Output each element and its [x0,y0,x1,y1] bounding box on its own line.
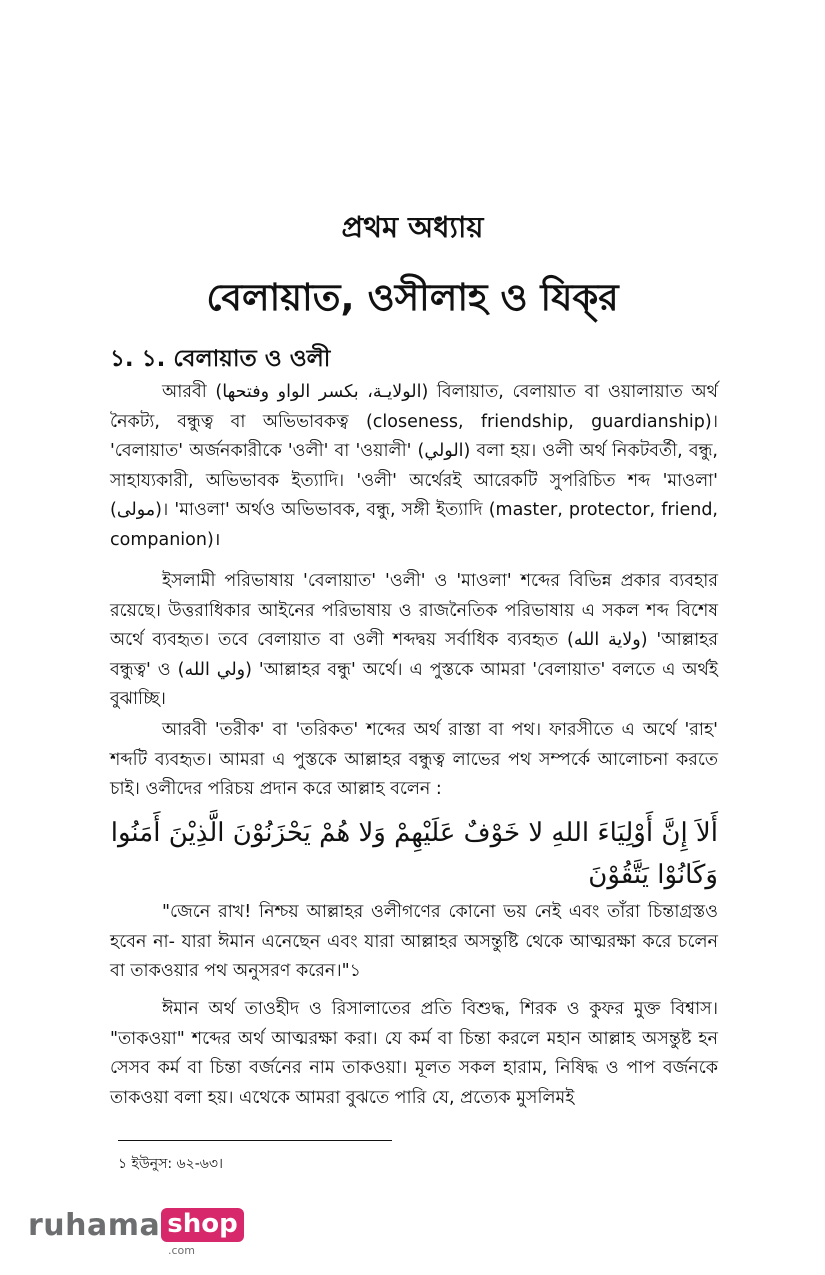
paragraph-2-text: ইসলামী পরিভাষায় 'বেলায়াত' 'ওলী' ও 'মাওলা' শব্দের বিভিন্ন প্রকার ব্যবহার রয়েছে। উত্তরাধিকার আইনের পরিভাষায় ও রাজনৈতিক পরিভাষায় এ সকল শব্দ বিশেষ অর্থে ব্যবহৃত। তবে বেলায়াত বা ওলী শব্দদ্বয় সর্বাধিক ব্যবহৃত (ولاية الله) 'আল্লাহর বন্ধুত্ব' ও (ولي الله) 'আল্লাহর বন্ধু' অর্থে। এ পুস্তকে আমরা 'বেলায়াত' বলতে এ অর্থই বুঝাচ্ছি। [110,571,718,709]
brand-shop-badge: shop [161,1208,243,1242]
quran-verse: أَلاَ إِنَّ أَوْلِيَاءَ اللهِ لا خَوْفٌ عَلَيْهِمْ وَلا هُمْ يَحْزَنُوْنَ الَّذِيْنَ أَمَنُوا وَكَانُوْا يَتَّقُوْنَ [110,818,718,890]
paragraph-2 [110,567,718,715]
ruhamashop-logo [28,1208,244,1258]
footnote: ১ ইউনুস: ৬২-৬৩। [118,1156,223,1172]
chapter-title: বেলায়াত, ওসীলাহ ও যিক্‌র [206,276,619,319]
paragraph-3 [110,716,718,805]
paragraph-translation [110,898,718,987]
paragraph-5 [110,995,718,1113]
paragraph-1-text: আরবী (الولايـة، بكسر الواو وفتحها) বিলায়াত, বেলায়াত বা ওয়ালায়াত অর্থ নৈকট্য, বন্ধুত্ব বা অভিভাবকত্ব (closeness, friendship, guardianship)। 'বেলায়াত' অর্জনকারীকে 'ওলী' বা 'ওয়ালী' (الولي) বলা হয়। ওলী অর্থ নিকটবর্তী, বন্ধু, সাহায্যকারী, অভিভাবক ইত্যাদি। 'ওলী' অর্থেরই আরেকটি সুপরিচিত শব্দ 'মাওলা' (مولى)। 'মাওলা' অর্থও অভিভাবক, বন্ধু, সঙ্গী ইত্যাদি (master, protector, friend, companion)। [110,382,718,550]
chapter-label: প্রথম অধ্যায় [341,210,484,244]
footnote-divider [118,1140,392,1141]
section-heading: ১. ১. বেলায়াত ও ওলী [110,346,331,372]
paragraph-1 [110,378,718,555]
brand-domain: .com [168,1244,195,1257]
brand-name: ruhama [28,1208,161,1243]
paragraph-5-text: ঈমান অর্থ তাওহীদ ও রিসালাতের প্রতি বিশুদ্ধ, শিরক ও কুফর মুক্ত বিশ্বাস। "তাকওয়া" শব্দের অর্থ আত্মরক্ষা করা। যে কর্ম বা চিন্তা করলে মহান আল্লাহ অসন্তুষ্ট হন সেসব কর্ম বা চিন্তা বর্জনের নাম তাকওয়া। মূলত সকল হারাম, নিষিদ্ধ ও পাপ বর্জনকে তাকওয়া বলা হয়। এথেকে আমরা বুঝতে পারি যে, প্রত্যেক মুসলিমই [110,999,718,1108]
paragraph-3-text: আরবী 'তরীক' বা 'তরিকত' শব্দের অর্থ রাস্তা বা পথ। ফারসীতে এ অর্থে 'রাহ' শব্দটি ব্যবহৃত। আমরা এ পুস্তকে আল্লাহর বন্ধুত্ব লাভের পথ সম্পর্কে আলোচনা করতে চাই। ওলীদের পরিচয় প্রদান করে আল্লাহ বলেন : [110,720,718,799]
translation-text: "জেনে রাখ! নিশ্চয় আল্লাহর ওলীগণের কোনো ভয় নেই এবং তাঁরা চিন্তাগ্রস্তও হবেন না- যারা ঈমান এনেছেন এবং যারা আল্লাহর অসন্তুষ্টি থেকে আত্মরক্ষা করে চলেন বা তাকওয়ার পথ অনুসরণ করেন।"১ [110,902,718,981]
